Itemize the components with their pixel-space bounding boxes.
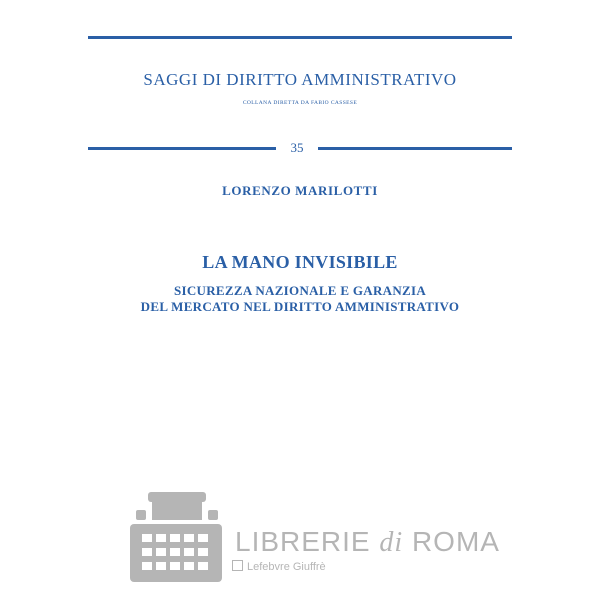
book-title: LA MANO INVISIBILE (202, 252, 398, 272)
watermark (122, 490, 502, 586)
watermark-text-city: ROMA (403, 526, 500, 557)
volume-number: 35 (290, 140, 304, 155)
watermark-text-main: LIBRERIE (235, 526, 380, 557)
watermark-text (235, 526, 500, 559)
volume-rule-right (318, 147, 512, 150)
series-title: SAGGI DI DIRITTO AMMINISTRATIVO (143, 70, 457, 89)
author-name: LORENZO MARILOTTI (222, 183, 378, 198)
series-subtitle: COLLANA DIRETTA DA FABIO CASSESE (242, 100, 358, 106)
top-rule (88, 36, 512, 39)
publisher-name: Lefebvre Giuffrè (247, 561, 326, 573)
publisher-logo-icon (232, 560, 243, 571)
book-subtitle-line-2: DEL MERCATO NEL DIRITTO AMMINISTRATIVO (140, 299, 460, 314)
typewriter-icon (122, 490, 222, 586)
watermark-text-di: di (379, 527, 404, 558)
volume-rule-left (88, 147, 276, 150)
book-subtitle-line-1: SICUREZZA NAZIONALE E GARANZIA (173, 283, 427, 298)
watermark-publisher (232, 560, 326, 573)
